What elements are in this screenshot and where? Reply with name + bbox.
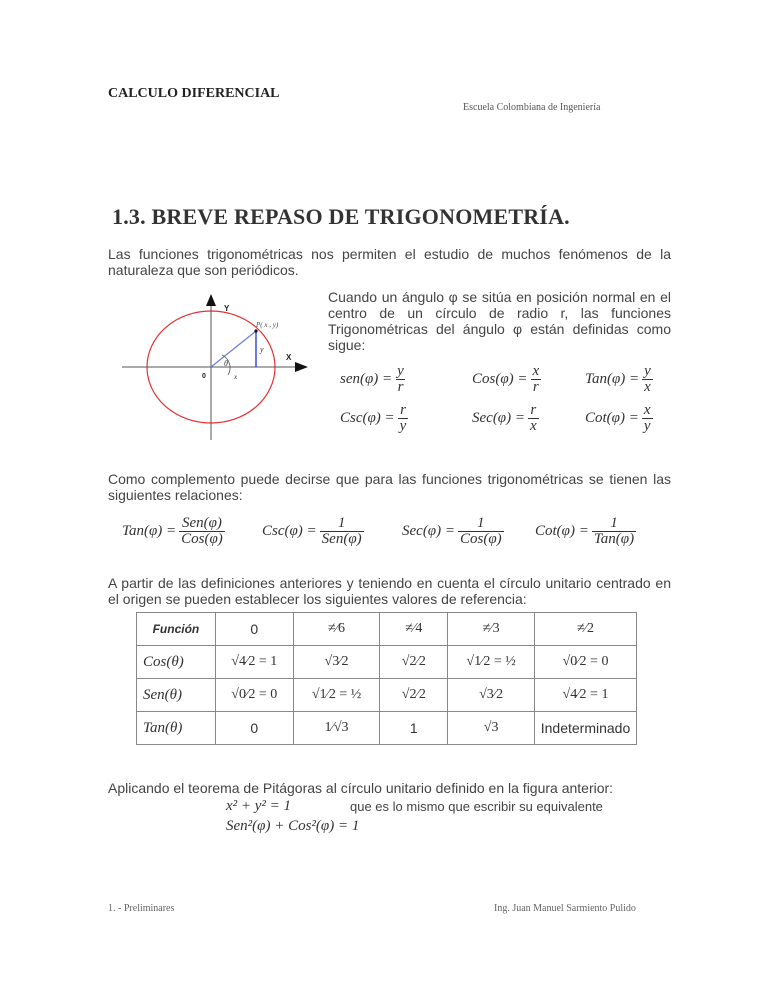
table-row	[137, 646, 637, 679]
rel-tan	[122, 516, 225, 547]
rel-lhs: Cot(φ) =	[535, 523, 589, 539]
unit-circle-figure	[110, 288, 310, 440]
value-cell: √3	[448, 712, 535, 745]
rel-csc	[262, 516, 364, 547]
table-header-cell: ≠⁄3	[448, 613, 535, 646]
denominator: x	[529, 418, 537, 434]
numerator: x	[643, 402, 651, 418]
institution-name: Escuela Colombiana de Ingeniería	[463, 102, 601, 113]
footer-author: Ing. Juan Manuel Sarmiento Pulido	[494, 903, 636, 914]
numerator: 1	[337, 515, 346, 531]
fraction	[395, 364, 406, 395]
reference-values-table	[136, 612, 637, 745]
intro-paragraph: Las funciones trigonométricas nos permiten el estudio de muchos fenómenos de la naturaleza que son periódicos.	[108, 246, 671, 278]
function-cell: Sen(θ)	[137, 679, 216, 712]
denominator: y	[643, 418, 651, 434]
value-cell: √3⁄2	[293, 646, 380, 679]
denominator: x	[644, 379, 651, 395]
fraction	[642, 364, 653, 395]
denominator: Cos(φ)	[459, 531, 502, 547]
fraction	[458, 516, 504, 547]
value-cell: √1⁄2 = ½	[293, 679, 380, 712]
x-axis-arrow-icon	[295, 362, 308, 372]
rel-sec	[402, 516, 504, 547]
numerator: y	[644, 363, 651, 379]
def-tan	[585, 364, 653, 395]
denominator: y	[399, 418, 407, 434]
denominator: r	[397, 379, 404, 395]
fraction	[531, 364, 542, 395]
y-segment-label: y	[260, 345, 264, 354]
value-cell: √2⁄2	[380, 646, 448, 679]
def-csc	[340, 403, 408, 434]
def-sec	[472, 403, 539, 434]
numerator: x	[532, 363, 540, 379]
table-header-cell: Función	[137, 613, 216, 646]
table-header-cell: 0	[215, 613, 293, 646]
equivalent-text: que es lo mismo que escribir su equivalente	[350, 799, 603, 814]
table-header-row	[137, 613, 637, 646]
numerator: r	[400, 402, 406, 418]
denominator: r	[532, 379, 539, 395]
table-header-cell: ≠⁄2	[534, 613, 636, 646]
point-p-marker	[254, 329, 257, 332]
angle-label: θ	[224, 359, 228, 368]
function-cell: Tan(θ)	[137, 712, 216, 745]
reference-paragraph: A partir de las definiciones anteriores y teniendo en cuenta el círculo unitario centrado en el origen se pueden establecer los siguientes valores de referencia:	[108, 575, 671, 607]
fraction	[179, 516, 225, 547]
pythagoras-eq1: x² + y² = 1	[226, 798, 292, 814]
def-lhs: sen(φ) =	[340, 371, 393, 387]
course-title: CALCULO DIFERENCIAL	[108, 86, 280, 101]
pythagoras-paragraph: Aplicando el teorema de Pitágoras al círculo unitario definido en la figura anterior:	[108, 780, 614, 796]
value-cell: 1	[380, 712, 448, 745]
table-row	[137, 679, 637, 712]
def-lhs: Cot(φ) =	[585, 410, 639, 426]
origin-label: 0	[202, 373, 206, 380]
value-cell: √4⁄2 = 1	[534, 679, 636, 712]
value-cell: Indeterminado	[534, 712, 636, 745]
def-lhs: Tan(φ) =	[585, 371, 640, 387]
def-cot	[585, 403, 653, 434]
value-cell: √1⁄2 = ½	[448, 646, 535, 679]
y-axis-label: Y	[224, 304, 230, 313]
value-cell: √3⁄2	[448, 679, 535, 712]
numerator: y	[397, 363, 404, 379]
rel-lhs: Sec(φ) =	[402, 523, 455, 539]
rel-lhs: Tan(φ) =	[122, 523, 177, 539]
numerator: 1	[477, 515, 485, 531]
def-sen	[340, 364, 406, 395]
rel-cot	[535, 516, 636, 547]
function-cell: Cos(θ)	[137, 646, 216, 679]
table-header-cell: ≠⁄4	[380, 613, 448, 646]
fraction	[642, 403, 653, 434]
def-lhs: Cos(φ) =	[472, 371, 528, 387]
y-axis-arrow-icon	[206, 294, 216, 306]
def-lhs: Csc(φ) =	[340, 410, 395, 426]
fraction	[528, 403, 539, 434]
complement-paragraph: Como complemento puede decirse que para las funciones trigonométricas se tienen las siguientes relaciones:	[108, 471, 671, 503]
denominator: Cos(φ)	[181, 531, 223, 547]
numerator: Sen(φ)	[181, 515, 222, 531]
def-cos	[472, 364, 541, 395]
rel-lhs: Csc(φ) =	[262, 523, 317, 539]
table-header-cell: ≠⁄6	[293, 613, 380, 646]
numerator: 1	[610, 515, 618, 531]
value-cell: √4⁄2 = 1	[215, 646, 293, 679]
value-cell: √2⁄2	[380, 679, 448, 712]
pythagoras-eq2: Sen²(φ) + Cos²(φ) = 1	[226, 818, 360, 834]
fraction	[320, 516, 364, 547]
x-axis-label: X	[286, 353, 292, 362]
fraction	[592, 516, 636, 547]
table-row	[137, 712, 637, 745]
point-label: P( x , y)	[256, 321, 279, 329]
value-cell: √0⁄2 = 0	[215, 679, 293, 712]
def-lhs: Sec(φ) =	[472, 410, 525, 426]
footer-chapter: 1. - Preliminares	[108, 903, 175, 914]
fraction	[398, 403, 409, 434]
x-segment-label: x	[234, 373, 238, 381]
value-cell: 0	[215, 712, 293, 745]
denominator: Tan(φ)	[593, 531, 635, 547]
value-cell: √0⁄2 = 0	[534, 646, 636, 679]
radius-line	[211, 331, 256, 367]
denominator: Sen(φ)	[321, 531, 362, 547]
numerator: r	[530, 402, 537, 418]
section-title: 1.3. BREVE REPASO DE TRIGONOMETRÍA.	[112, 204, 570, 229]
value-cell: 1⁄√3	[293, 712, 380, 745]
definition-paragraph: Cuando un ángulo φ se sitúa en posición normal en el centro de un círculo de radio r, las funciones Trigonométricas del ángulo φ están definidas como sigue:	[328, 289, 671, 353]
